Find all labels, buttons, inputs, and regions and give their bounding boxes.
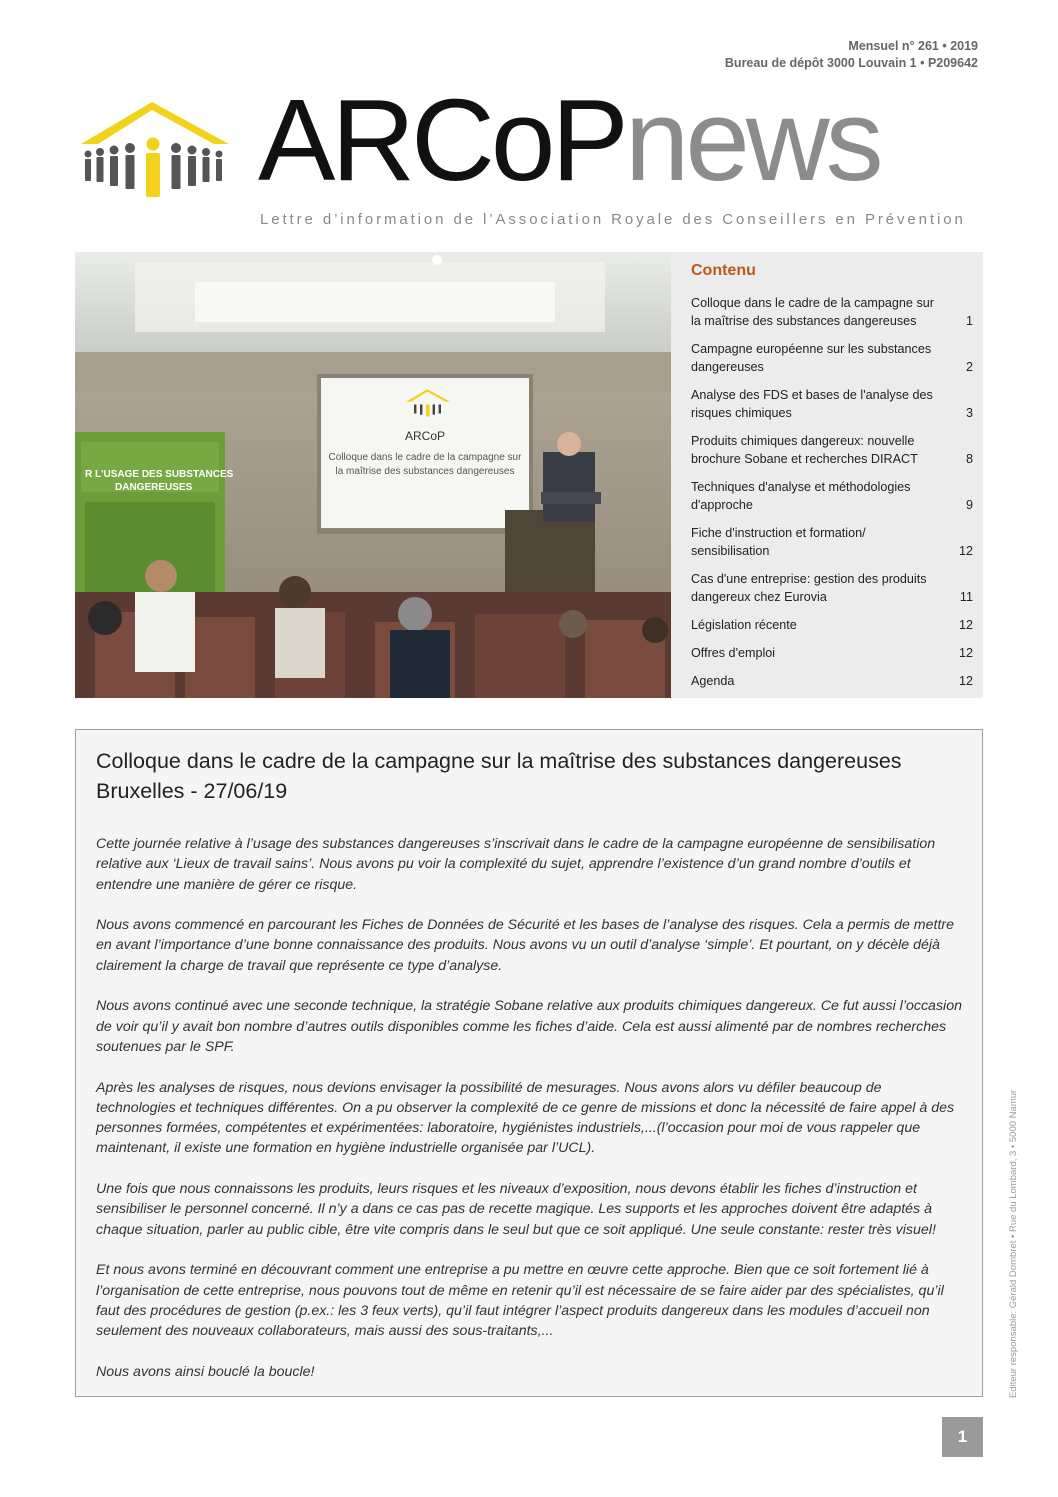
toc-item[interactable] <box>691 294 973 330</box>
article-title-line-2: Bruxelles - 27/06/19 <box>96 779 288 803</box>
article-title-line-1: Colloque dans le cadre de la campagne sur la maîtrise des substances dangereuses <box>96 749 902 773</box>
toc-item-page: 1 <box>965 314 973 328</box>
toc-item-title: Cas d'une entreprise: gestion des produits dangereux chez Eurovia <box>691 572 927 604</box>
conference-photo <box>75 252 671 698</box>
toc-item[interactable] <box>691 478 973 514</box>
article-paragraph: Cette journée relative à l’usage des substances dangereuses s’inscrivait dans le cadre de la campagne européenne de sensibilisation relative aux ‘Lieux de travail sains’. Nous avons pu voir la complexité du sujet, apprendre l’existence d’un grand nombre d’outils et entendre une manière de gérer ce risque. <box>96 836 936 893</box>
toc-item-page: 12 <box>958 618 973 632</box>
toc-item-page: 12 <box>958 544 973 558</box>
toc-item[interactable] <box>691 340 973 376</box>
article-paragraph: Nous avons continué avec une seconde technique, la stratégie Sobane relative aux produits chimiques dangereux. Ce fut aussi l’occasion de voir qu’il y avait bon nombre d’autres outils disponibles comme les fiches d’aide. Cela est aussi alimenté par de nombres recherches soutenues par le SPF. <box>96 998 962 1055</box>
depot-info: Bureau de dépôt 3000 Louvain 1 • P209642 <box>724 56 978 70</box>
banner-line-2: DANGEREUSES <box>115 482 193 493</box>
toc-item-title: Offres d'emploi <box>691 646 776 660</box>
article-paragraph: Après les analyses de risques, nous devions envisager la possibilité de mesurages. Nous avons alors vu défiler beaucoup de technologies et techniques différentes. On a pu observer la complexité de ce genre de missions et donc la nécessité de faire appel à des personnes formées, compétentes et expérimentées: laboratoire, hygiénistes industriels,...(l’occasion pour moi de vous rappeler que maintenant, il existe une formation en hygiène industrielle organisée par l’UCL). <box>96 1079 955 1157</box>
toc-item-title: Techniques d'analyse et méthodologies d'approche <box>691 480 911 512</box>
article-paragraph: Nous avons commencé en parcourant les Fiches de Données de Sécurité et les bases de l’analyse des risques. Cela a permis de mettre en avant l’importance d’une bonne connaissance des produits. Nous avons vu un outil d’analyse ‘simple’. Et pourtant, on y décèle déjà clairement la charge de travail que représente ce type d’analyse. <box>96 917 955 974</box>
toc-item[interactable] <box>691 570 973 606</box>
toc-item-page: 8 <box>965 452 973 466</box>
toc-item-page: 9 <box>965 498 973 512</box>
toc-title: Contenu <box>691 262 756 279</box>
toc-item-page: 3 <box>965 406 973 420</box>
toc-item[interactable] <box>691 672 973 690</box>
slide-title: ARCoP <box>404 429 446 443</box>
brand-news: news <box>624 75 880 205</box>
toc-item-title: Produits chimiques dangereux: nouvelle brochure Sobane et recherches DIRACT <box>691 434 918 466</box>
toc-item-title: Analyse des FDS et bases de l'analyse des risques chimiques <box>691 388 933 420</box>
toc-item-title: Agenda <box>691 674 735 688</box>
toc-item[interactable] <box>691 616 973 634</box>
article-paragraph: Une fois que nous connaissons les produits, leurs risques et les niveaux d’exposition, nous devons établir les fiches d’instruction et sensibiliser le personnel concerné. Il n’y a dans ce cas pas de recette magique. Les supports et les approches doivent être adaptés à chaque situation, parler au public cible, être vite compris dans le seul but que ce soit appliqué. Une seule constante: rester très visuel! <box>96 1181 936 1238</box>
banner-line-1: R L'USAGE DES SUBSTANCES <box>85 469 234 480</box>
toc-item-page: 11 <box>959 590 973 604</box>
toc-item-page: 2 <box>965 360 973 374</box>
article-paragraph: Nous avons ainsi bouclé la boucle! <box>96 1363 315 1380</box>
article-body <box>96 834 962 1382</box>
table-of-contents <box>671 252 983 698</box>
toc-item[interactable] <box>691 432 973 468</box>
masthead-title <box>258 75 880 205</box>
toc-item[interactable] <box>691 386 973 422</box>
page-number: 1 <box>942 1417 983 1457</box>
toc-item-title: Colloque dans le cadre de la campagne sur la maîtrise des substances dangereuses <box>691 296 934 328</box>
tagline: Lettre d’information de l’Association Royale des Conseillers en Prévention <box>260 211 966 228</box>
slide-line-2: la maîtrise des substances dangereuses <box>335 466 515 477</box>
issue-number: Mensuel n° 261 • 2019 <box>848 39 978 53</box>
issue-info <box>725 38 978 72</box>
toc-item-title: Campagne européenne sur les substances dangereuses <box>691 342 932 374</box>
brand-arcop: ARCoP <box>258 75 625 205</box>
toc-item-title: Législation récente <box>691 618 797 632</box>
people-roof-logo-icon <box>78 98 232 203</box>
publisher-info: Editeur responsable: Gérald Dombret • Rue du Lombard, 3 • 5000 Namur <box>1008 1089 1019 1398</box>
toc-item-page: 12 <box>958 674 973 688</box>
article-paragraph: Et nous avons terminé en découvrant comment une entreprise a pu mettre en œuvre cette approche. Bien que ce soit fortement lié à l’organisation de cette entreprise, nous pouvons tout de même en retenir qu’il est nécessaire de se faire aider par des spécialistes, qu’il faut des procédures de gestion (p.ex.: les 3 feux verts), qu’il faut intégrer l’aspect produits dangereux dans les modules d’accueil non seulement des nouveaux collaborateurs, mais aussi des sous-traitants,... <box>96 1262 944 1340</box>
toc-item-page: 12 <box>958 646 973 660</box>
main-article <box>75 729 983 1397</box>
slide-line-1: Colloque dans le cadre de la campagne sur <box>328 452 522 463</box>
toc-item[interactable] <box>691 644 973 662</box>
article-title <box>96 746 962 806</box>
toc-item-title: Fiche d'instruction et formation/ sensibilisation <box>691 526 866 558</box>
toc-item[interactable] <box>691 524 973 560</box>
